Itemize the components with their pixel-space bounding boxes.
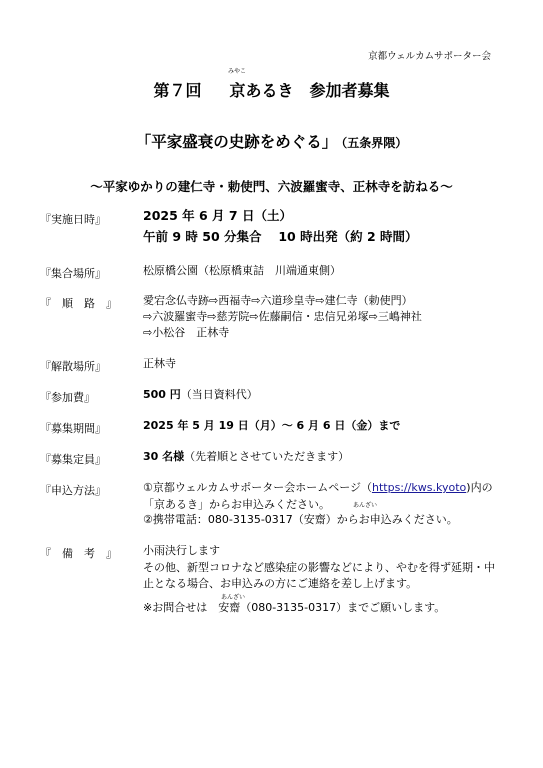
- event-subtitle: ～平家ゆかりの建仁寺・勅使門、六波羅蜜寺、正林寺を訪ねる～: [90, 179, 453, 194]
- route-label: 『 順 路 』: [40, 297, 117, 310]
- dismiss-label: 『解散場所』: [40, 360, 106, 373]
- page-title: [0, 78, 543, 101]
- dismiss-value: 正林寺: [143, 357, 176, 370]
- date-line2: 午前 9 時 50 分集合 10 時出発（約 2 時間）: [143, 229, 418, 244]
- title-round: 第７回: [153, 81, 202, 100]
- organization-name: 京都ウェルカムサポーター会: [368, 51, 491, 62]
- date-line1: 2025 年 6 月 7 日（土）: [143, 208, 292, 223]
- apply-ruby: あんざい: [353, 502, 378, 509]
- fee-note: （当日資料代）: [180, 388, 258, 401]
- route-line2: ⇨六波羅蜜寺⇨慈芳院⇨佐藤嗣信・忠信兄弟塚⇨三嶋神社: [143, 310, 422, 323]
- capacity-value: [143, 449, 349, 465]
- fee-amount: 500 円: [143, 388, 181, 401]
- apply-line1-post: )内の: [466, 481, 493, 494]
- notes-ruby: あんざい: [221, 594, 246, 601]
- capacity-note: （先着順とさせていただきます）: [184, 450, 350, 463]
- route-line1: 愛宕念仏寺跡⇨西福寺⇨六道珍皇寺⇨建仁寺（勅使門）: [143, 294, 413, 307]
- meeting-label: 『集合場所』: [40, 267, 106, 280]
- apply-line1-pre: ①京都ウェルカムサポーター会ホームページ（: [143, 481, 372, 494]
- period-value: 2025 年 5 月 19 日（月）～ 6 月 6 日（金）まで: [143, 419, 401, 432]
- homepage-link[interactable]: https://kws.kyoto: [371, 481, 467, 494]
- event-theme: [0, 130, 543, 152]
- fee-value: [143, 387, 258, 403]
- date-label: 『実施日時』: [40, 213, 106, 226]
- theme-title: 「平家盛衰の史跡をめぐる」: [135, 133, 338, 151]
- period-label: 『募集期間』: [40, 422, 106, 435]
- apply-line3: ②携帯電話：080-3135-0317（安齋）からお申込みください。: [143, 513, 458, 526]
- meeting-value: 松原橋公園（松原橋東詰 川端通東側）: [143, 264, 341, 277]
- apply-line1: [143, 480, 493, 496]
- notes-label: 『 備 考 』: [40, 547, 117, 560]
- title-ruby: みやこ: [228, 68, 247, 75]
- capacity-amount: 30 名様: [143, 450, 185, 463]
- capacity-label: 『募集定員』: [40, 453, 106, 466]
- fee-label: 『参加費』: [40, 391, 95, 404]
- notes-line4: ※お問合せは 安齋（080-3135-0317）までご願いします。: [143, 601, 446, 614]
- route-line3: ⇨小松谷 正林寺: [143, 326, 230, 339]
- notes-line3: 止となる場合、お申込みの方にご連絡を差し上げます。: [143, 577, 418, 590]
- apply-line2: 「京あるき」からお申込みください。: [143, 498, 330, 511]
- apply-label: 『申込方法』: [40, 484, 106, 497]
- title-main: 京あるき 参加者募集: [229, 81, 390, 100]
- theme-note: （五条界隈）: [341, 136, 408, 150]
- notes-line1: 小雨決行します: [143, 544, 220, 557]
- notes-line2: その他、新型コロナなど感染症の影響などにより、やむを得ず延期・中: [143, 561, 495, 574]
